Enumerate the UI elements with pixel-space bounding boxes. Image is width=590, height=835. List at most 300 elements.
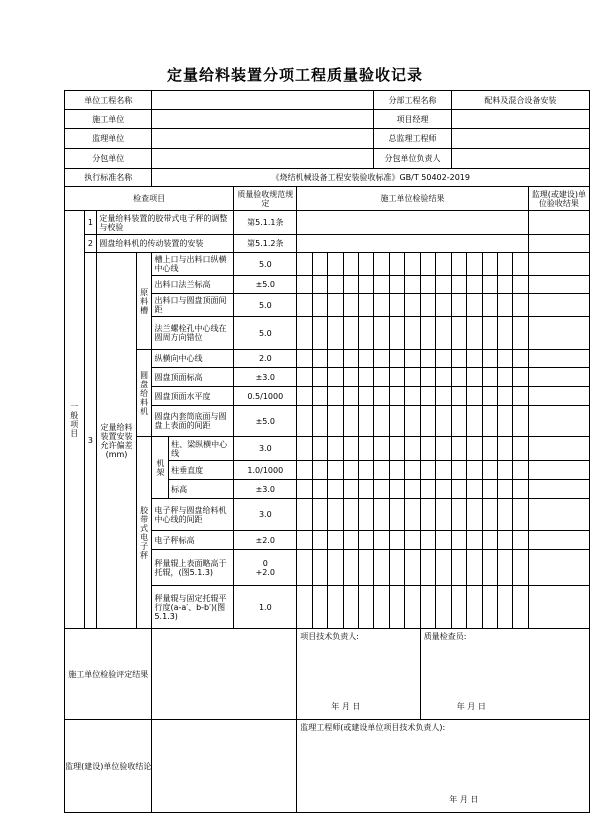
measure-cell[interactable] (389, 368, 404, 387)
check-item-name: 法兰螺栓孔中心线在圆周方向错位 (152, 317, 234, 350)
construction-check-label: 施工单位检验评定结果 (65, 629, 152, 720)
check-item-spec: 5.0 (234, 253, 297, 276)
measure-cell[interactable] (420, 480, 435, 499)
measure-cell[interactable] (374, 461, 389, 480)
measure-cell[interactable] (405, 480, 420, 499)
check-item-name: 纵横向中心线 (152, 350, 234, 368)
supervision-cell[interactable] (528, 317, 589, 350)
check-item-name: 秤量辊与固定托辊平行度(a-a′、b-b′)(图5.1.3) (152, 586, 234, 629)
measure-cell[interactable] (405, 586, 420, 629)
measure-cell[interactable] (497, 317, 512, 350)
measure-cell[interactable] (436, 368, 451, 387)
measure-cell[interactable] (513, 387, 528, 406)
measure-cell[interactable] (420, 437, 435, 461)
measure-cell[interactable] (358, 437, 373, 461)
item-supervision[interactable] (528, 211, 589, 235)
measure-cell[interactable] (497, 437, 512, 461)
measure-cell[interactable] (328, 406, 343, 437)
measure-cell[interactable] (467, 276, 482, 294)
measure-cell[interactable] (451, 550, 466, 586)
measure-cell[interactable] (358, 586, 373, 629)
measure-cell[interactable] (482, 406, 497, 437)
measure-cell[interactable] (297, 294, 312, 317)
measure-cell[interactable] (497, 387, 512, 406)
measure-cell[interactable] (297, 253, 312, 276)
measure-cell[interactable] (389, 461, 404, 480)
tech-leader-signature[interactable] (297, 629, 420, 720)
measure-cell[interactable] (374, 437, 389, 461)
construction-unit-value[interactable] (152, 110, 374, 129)
measure-cell[interactable] (405, 368, 420, 387)
measure-cell[interactable] (467, 317, 482, 350)
measure-cell[interactable] (451, 317, 466, 350)
col-header-items: 检查项目 (65, 187, 234, 211)
supervision-cell[interactable] (528, 368, 589, 387)
measure-cell[interactable] (497, 550, 512, 586)
measure-cell[interactable] (513, 368, 528, 387)
measure-cell[interactable] (389, 350, 404, 368)
supervision-cell[interactable] (528, 531, 589, 550)
group-frame: 机架 (152, 437, 169, 499)
measure-cell[interactable] (343, 531, 358, 550)
supervision-conclusion-blank[interactable] (152, 720, 297, 813)
measure-cell[interactable] (328, 276, 343, 294)
supervision-cell[interactable] (528, 586, 589, 629)
measure-cell[interactable] (389, 276, 404, 294)
measure-cell[interactable] (328, 253, 343, 276)
measure-cell[interactable] (513, 586, 528, 629)
measure-cell[interactable] (513, 317, 528, 350)
measure-cell[interactable] (343, 387, 358, 406)
measure-cell[interactable] (497, 350, 512, 368)
measure-cell[interactable] (374, 406, 389, 437)
measure-cell[interactable] (497, 294, 512, 317)
supervision-cell[interactable] (528, 499, 589, 531)
measure-cell[interactable] (497, 276, 512, 294)
measure-cell[interactable] (374, 350, 389, 368)
measure-cell[interactable] (297, 480, 312, 499)
measure-cell[interactable] (405, 461, 420, 480)
measure-cell[interactable] (420, 317, 435, 350)
measure-cell[interactable] (420, 387, 435, 406)
measure-cell[interactable] (436, 317, 451, 350)
measure-cell[interactable] (451, 350, 466, 368)
measure-cell[interactable] (328, 387, 343, 406)
measure-cell[interactable] (312, 350, 327, 368)
measure-cell[interactable] (343, 499, 358, 531)
supervision-unit-label: 监理单位 (65, 129, 152, 149)
measure-cell[interactable] (451, 480, 466, 499)
measure-cell[interactable] (436, 387, 451, 406)
measure-cell[interactable] (513, 531, 528, 550)
item-name-tolerance: 定量给料装置安装允许偏差(mm) (97, 253, 136, 629)
measure-cell[interactable] (467, 350, 482, 368)
measure-cell[interactable] (420, 253, 435, 276)
measure-cell[interactable] (451, 586, 466, 629)
supervision-unit-value[interactable] (152, 129, 374, 149)
measure-cell[interactable] (312, 499, 327, 531)
measure-cell[interactable] (328, 461, 343, 480)
group-hopper: 原料槽 (136, 253, 152, 350)
check-item-name: 圆盘内套筒底面与圆盘上表面的间距 (152, 406, 234, 437)
measure-cell[interactable] (312, 531, 327, 550)
measure-cell[interactable] (297, 368, 312, 387)
measure-cell[interactable] (467, 294, 482, 317)
check-item-name: 标高 (169, 480, 234, 499)
measure-cell[interactable] (482, 294, 497, 317)
measure-cell[interactable] (358, 317, 373, 350)
quality-inspector-signature[interactable] (420, 629, 589, 720)
measure-cell[interactable] (343, 317, 358, 350)
measure-cell[interactable] (436, 350, 451, 368)
measure-cell[interactable] (312, 368, 327, 387)
measure-cell[interactable] (389, 437, 404, 461)
measure-cell[interactable] (451, 276, 466, 294)
measure-cell[interactable] (389, 406, 404, 437)
group-disc-feeder: 圆盘给料机 (136, 350, 152, 437)
check-item-spec: 1.0/1000 (234, 461, 297, 480)
project-manager-value[interactable] (451, 110, 589, 129)
unit-project-value[interactable] (152, 91, 374, 110)
measure-cell[interactable] (482, 276, 497, 294)
measure-cell[interactable] (358, 531, 373, 550)
measure-cell[interactable] (389, 317, 404, 350)
measure-cell[interactable] (420, 550, 435, 586)
measure-cell[interactable] (312, 253, 327, 276)
measure-cell[interactable] (312, 406, 327, 437)
check-item-name: 电子秤标高 (152, 531, 234, 550)
measure-cell[interactable] (405, 253, 420, 276)
measure-cell[interactable] (513, 461, 528, 480)
quality-inspector-date: 年 月 日 (456, 702, 486, 711)
page-title: 定量给料装置分项工程质量验收记录 (166, 66, 423, 84)
measure-cell[interactable] (389, 499, 404, 531)
measure-cell[interactable] (389, 550, 404, 586)
measure-cell[interactable] (467, 550, 482, 586)
item-name: 圆盘给料机的传动装置的安装 (97, 235, 234, 253)
measure-cell[interactable] (451, 368, 466, 387)
check-item-spec: 3.0 (234, 437, 297, 461)
measure-cell[interactable] (467, 406, 482, 437)
measure-cell[interactable] (420, 499, 435, 531)
measure-cell[interactable] (297, 461, 312, 480)
measure-cell[interactable] (513, 294, 528, 317)
measure-cell[interactable] (374, 480, 389, 499)
measure-cell[interactable] (436, 586, 451, 629)
measure-cell[interactable] (482, 480, 497, 499)
quality-inspector-label: 质量检查员: (423, 632, 467, 641)
measure-cell[interactable] (374, 276, 389, 294)
measure-cell[interactable] (312, 550, 327, 586)
measure-cell[interactable] (343, 253, 358, 276)
measure-cell[interactable] (513, 480, 528, 499)
measure-cell[interactable] (358, 499, 373, 531)
measure-cell[interactable] (297, 586, 312, 629)
measure-cell[interactable] (497, 461, 512, 480)
measure-cell[interactable] (312, 317, 327, 350)
measure-cell[interactable] (358, 387, 373, 406)
project-manager-label: 项目经理 (374, 110, 451, 129)
measure-cell[interactable] (497, 586, 512, 629)
supervision-cell[interactable] (528, 350, 589, 368)
measure-cell[interactable] (374, 317, 389, 350)
measure-cell[interactable] (328, 550, 343, 586)
item-number: 1 (84, 211, 97, 235)
measure-cell[interactable] (358, 550, 373, 586)
measure-cell[interactable] (497, 253, 512, 276)
measure-cell[interactable] (297, 350, 312, 368)
measure-cell[interactable] (343, 406, 358, 437)
measure-cell[interactable] (343, 294, 358, 317)
measure-cell[interactable] (297, 317, 312, 350)
item-number: 2 (84, 235, 97, 253)
measure-cell[interactable] (405, 550, 420, 586)
group-belt-scale: 胶带式电子秤 (136, 437, 152, 629)
measure-cell[interactable] (328, 350, 343, 368)
measure-cell[interactable] (467, 586, 482, 629)
measure-cell[interactable] (467, 499, 482, 531)
standard-label: 执行标准名称 (65, 169, 152, 187)
standard-value: 《烧结机械设备工程安装验收标准》GB/T 50402-2019 (152, 169, 590, 187)
measure-cell[interactable] (451, 499, 466, 531)
measure-cell[interactable] (374, 368, 389, 387)
measure-cell[interactable] (358, 294, 373, 317)
supervision-cell[interactable] (528, 406, 589, 437)
measure-cell[interactable] (420, 531, 435, 550)
measure-cell[interactable] (374, 499, 389, 531)
measure-cell[interactable] (497, 531, 512, 550)
measure-cell[interactable] (358, 406, 373, 437)
measure-cell[interactable] (297, 437, 312, 461)
chief-supervisor-value[interactable] (451, 129, 589, 149)
col-header-construction-result: 施工单位检验结果 (297, 187, 528, 211)
measure-cell[interactable] (389, 586, 404, 629)
measure-cell[interactable] (420, 406, 435, 437)
measure-cell[interactable] (482, 253, 497, 276)
supervision-cell[interactable] (528, 480, 589, 499)
measure-cell[interactable] (297, 531, 312, 550)
measure-cell[interactable] (420, 461, 435, 480)
supervision-cell[interactable] (528, 437, 589, 461)
measure-cell[interactable] (467, 368, 482, 387)
check-item-name: 槽上口与出料口纵横中心线 (152, 253, 234, 276)
supervision-conclusion-label: 监理(建设)单位验收结论 (65, 720, 152, 813)
measure-cell[interactable] (482, 550, 497, 586)
measure-cell[interactable] (497, 499, 512, 531)
measure-cell[interactable] (343, 586, 358, 629)
chief-supervisor-label: 总监理工程师 (374, 129, 451, 149)
supervisor-signature[interactable] (297, 720, 590, 813)
supervision-cell[interactable] (528, 387, 589, 406)
measure-cell[interactable] (420, 368, 435, 387)
measure-cell[interactable] (343, 550, 358, 586)
measure-cell[interactable] (374, 550, 389, 586)
measure-cell[interactable] (451, 437, 466, 461)
acceptance-record-table (64, 90, 590, 813)
tech-leader-date: 年 月 日 (331, 702, 361, 711)
measure-cell[interactable] (436, 531, 451, 550)
measure-cell[interactable] (312, 276, 327, 294)
measure-cell[interactable] (482, 461, 497, 480)
measure-cell[interactable] (297, 276, 312, 294)
measure-cell[interactable] (405, 437, 420, 461)
sub-project-value: 配料及混合设备安装 (451, 91, 589, 110)
measure-cell[interactable] (358, 276, 373, 294)
measure-cell[interactable] (467, 253, 482, 276)
measure-cell[interactable] (436, 276, 451, 294)
measure-cell[interactable] (420, 350, 435, 368)
item-spec: 第5.1.1条 (234, 211, 297, 235)
check-item-name: 出料口法兰标高 (152, 276, 234, 294)
measure-cell[interactable] (467, 437, 482, 461)
item-result[interactable] (297, 211, 528, 235)
measure-cell[interactable] (328, 294, 343, 317)
measure-cell[interactable] (513, 406, 528, 437)
measure-cell[interactable] (343, 350, 358, 368)
measure-cell[interactable] (467, 480, 482, 499)
measure-cell[interactable] (405, 387, 420, 406)
measure-cell[interactable] (343, 437, 358, 461)
measure-cell[interactable] (436, 253, 451, 276)
measure-cell[interactable] (482, 531, 497, 550)
measure-cell[interactable] (513, 437, 528, 461)
item-result[interactable] (297, 235, 528, 253)
measure-cell[interactable] (405, 531, 420, 550)
measure-cell[interactable] (358, 461, 373, 480)
measure-cell[interactable] (312, 387, 327, 406)
measure-cell[interactable] (389, 480, 404, 499)
measure-cell[interactable] (482, 350, 497, 368)
measure-cell[interactable] (405, 499, 420, 531)
measure-cell[interactable] (343, 368, 358, 387)
construction-check-blank[interactable] (152, 629, 297, 720)
measure-cell[interactable] (358, 368, 373, 387)
measure-cell[interactable] (451, 461, 466, 480)
measure-cell[interactable] (374, 531, 389, 550)
supervisor-sign-label: 监理工程师(或建设单位项目技术负责人): (300, 723, 446, 732)
measure-cell[interactable] (497, 480, 512, 499)
measure-cell[interactable] (482, 387, 497, 406)
measure-cell[interactable] (328, 368, 343, 387)
measure-cell[interactable] (482, 368, 497, 387)
measure-cell[interactable] (420, 276, 435, 294)
measure-cell[interactable] (358, 480, 373, 499)
check-item-name: 电子秤与圆盘给料机中心线的间距 (152, 499, 234, 531)
check-item-spec: 5.0 (234, 294, 297, 317)
measure-cell[interactable] (482, 499, 497, 531)
measure-cell[interactable] (436, 550, 451, 586)
measure-cell[interactable] (312, 586, 327, 629)
general-items-label: 一般项目 (65, 211, 85, 629)
measure-cell[interactable] (436, 461, 451, 480)
measure-cell[interactable] (297, 387, 312, 406)
measure-cell[interactable] (482, 437, 497, 461)
measure-cell[interactable] (374, 586, 389, 629)
supervision-cell[interactable] (528, 253, 589, 276)
measure-cell[interactable] (297, 550, 312, 586)
measure-cell[interactable] (436, 480, 451, 499)
supervision-cell[interactable] (528, 461, 589, 480)
measure-cell[interactable] (420, 586, 435, 629)
measure-cell[interactable] (328, 499, 343, 531)
measure-cell[interactable] (358, 253, 373, 276)
measure-cell[interactable] (328, 531, 343, 550)
measure-cell[interactable] (374, 253, 389, 276)
measure-cell[interactable] (405, 294, 420, 317)
measure-cell[interactable] (297, 499, 312, 531)
measure-cell[interactable] (312, 437, 327, 461)
measure-cell[interactable] (312, 480, 327, 499)
measure-cell[interactable] (389, 294, 404, 317)
measure-cell[interactable] (467, 531, 482, 550)
measure-cell[interactable] (328, 437, 343, 461)
subcontract-unit-value[interactable] (152, 149, 374, 169)
measure-cell[interactable] (328, 317, 343, 350)
supervisor-date: 年 月 日 (449, 795, 479, 804)
measure-cell[interactable] (405, 276, 420, 294)
measure-cell[interactable] (497, 368, 512, 387)
measure-cell[interactable] (405, 317, 420, 350)
measure-cell[interactable] (312, 294, 327, 317)
check-item-name: 秤量辊上表面略高于托辊，(图5.1.3) (152, 550, 234, 586)
measure-cell[interactable] (436, 499, 451, 531)
supervision-cell[interactable] (528, 276, 589, 294)
measure-cell[interactable] (451, 406, 466, 437)
measure-cell[interactable] (358, 350, 373, 368)
measure-cell[interactable] (312, 461, 327, 480)
measure-cell[interactable] (513, 550, 528, 586)
measure-cell[interactable] (389, 531, 404, 550)
measure-cell[interactable] (374, 387, 389, 406)
measure-cell[interactable] (405, 406, 420, 437)
measure-cell[interactable] (451, 531, 466, 550)
measure-cell[interactable] (420, 294, 435, 317)
measure-cell[interactable] (343, 480, 358, 499)
measure-cell[interactable] (482, 317, 497, 350)
measure-cell[interactable] (451, 253, 466, 276)
measure-cell[interactable] (389, 253, 404, 276)
measure-cell[interactable] (513, 253, 528, 276)
measure-cell[interactable] (451, 387, 466, 406)
check-item-spec: 0 +2.0 (234, 550, 297, 586)
measure-cell[interactable] (328, 586, 343, 629)
measure-cell[interactable] (513, 276, 528, 294)
measure-cell[interactable] (405, 350, 420, 368)
measure-cell[interactable] (328, 480, 343, 499)
measure-cell[interactable] (451, 294, 466, 317)
measure-cell[interactable] (497, 406, 512, 437)
measure-cell[interactable] (374, 294, 389, 317)
measure-cell[interactable] (467, 387, 482, 406)
measure-cell[interactable] (467, 461, 482, 480)
check-item-name: 出料口与圆盘顶面间距 (152, 294, 234, 317)
item-supervision[interactable] (528, 235, 589, 253)
measure-cell[interactable] (343, 276, 358, 294)
measure-cell[interactable] (297, 406, 312, 437)
measure-cell[interactable] (436, 437, 451, 461)
supervision-cell[interactable] (528, 550, 589, 586)
measure-cell[interactable] (343, 461, 358, 480)
measure-cell[interactable] (513, 499, 528, 531)
check-item-spec: ±5.0 (234, 276, 297, 294)
measure-cell[interactable] (436, 406, 451, 437)
measure-cell[interactable] (513, 350, 528, 368)
measure-cell[interactable] (482, 586, 497, 629)
supervision-cell[interactable] (528, 294, 589, 317)
subcontract-leader-value[interactable] (451, 149, 589, 169)
measure-cell[interactable] (389, 387, 404, 406)
measure-cell[interactable] (436, 294, 451, 317)
